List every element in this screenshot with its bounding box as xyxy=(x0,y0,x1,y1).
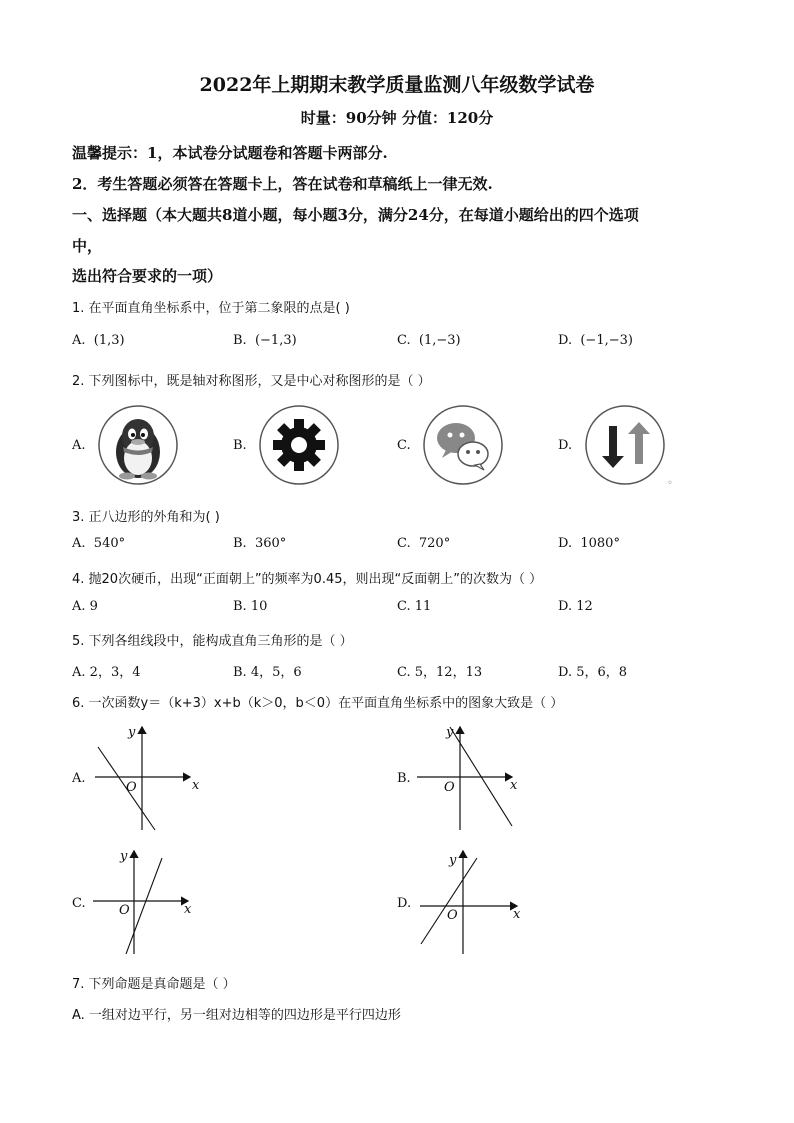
q5-option-d-text: 5，6，8 xyxy=(576,665,628,680)
q6-b-x-label: x xyxy=(510,778,518,793)
q3-option-c-text: 720° xyxy=(418,536,451,551)
q6-graph-c xyxy=(88,846,208,961)
q4-option-c-text: 11 xyxy=(414,599,432,614)
q4-option-b-text: 10 xyxy=(250,599,268,614)
q5-option-d-label: D. xyxy=(558,665,573,680)
q5-option-a xyxy=(72,661,141,680)
q1-option-c xyxy=(397,333,461,348)
q6-d-y-label: y xyxy=(449,853,457,868)
q3-option-b-label: B. xyxy=(233,536,247,551)
stray-mark: ◦ xyxy=(667,478,673,489)
q6-graph-a xyxy=(90,722,210,837)
q6-option-b-label: B. xyxy=(397,771,411,786)
q1-option-c-label: C. xyxy=(397,333,411,348)
q6-graph-b xyxy=(412,722,532,837)
question-2-stem: 2. 下列图标中，既是轴对称图形，又是中心对称图形的是（ ） xyxy=(72,374,431,389)
q5-option-b xyxy=(233,661,302,680)
q3-option-d-text: 1080° xyxy=(580,536,620,551)
q3-option-c-label: C. xyxy=(397,536,411,551)
q5-option-d xyxy=(558,661,627,680)
note-line-1: 温馨提示：1，本试卷分试题卷和答题卡两部分. xyxy=(72,144,388,162)
q6-b-y-label: y xyxy=(446,725,454,740)
q2-option-c-label: C. xyxy=(397,438,411,453)
q3-option-b-text: 360° xyxy=(254,536,287,551)
page-title: 2022年上期期末教学质量监测八年级数学试卷 xyxy=(199,74,595,96)
question-1-stem: 1. 在平面直角坐标系中，位于第二象限的点是( ) xyxy=(72,301,350,316)
q6-a-origin-label: O xyxy=(126,780,137,795)
q6-d-origin-label: O xyxy=(447,908,458,923)
q1-option-b-label: B. xyxy=(233,333,247,348)
q1-option-a-text: (1,3) xyxy=(93,333,125,348)
q6-a-y-label: y xyxy=(128,725,136,740)
q6-c-origin-label: O xyxy=(119,903,130,918)
q6-d-x-label: x xyxy=(513,907,521,922)
q3-option-a-text: 540° xyxy=(93,536,126,551)
q5-option-c-text: 5，12，13 xyxy=(414,665,483,680)
q4-option-d-text: 12 xyxy=(576,599,593,614)
q3-option-a xyxy=(72,536,125,551)
q5-option-c xyxy=(397,661,482,680)
q5-option-b-label: B. xyxy=(233,665,247,680)
q6-c-y-label: y xyxy=(120,849,128,864)
q4-option-b-label: B. xyxy=(233,599,247,614)
q4-option-a xyxy=(72,599,98,614)
q4-option-c-label: C. xyxy=(397,599,411,614)
q6-c-x-label: x xyxy=(184,902,192,917)
penguin-icon xyxy=(97,404,179,486)
chat-bubbles-icon xyxy=(422,404,504,486)
q6-b-origin-label: O xyxy=(444,780,455,795)
section-heading-line-2: 中， xyxy=(72,237,103,255)
q4-option-a-label: A. xyxy=(72,599,86,614)
q5-option-a-text: 2，3，4 xyxy=(89,665,141,680)
q2-option-b-label: B. xyxy=(233,438,247,453)
q1-option-d-label: D. xyxy=(558,333,573,348)
q4-option-a-text: 9 xyxy=(89,599,98,614)
note-line-2: 2．考生答题必须答在答题卡上，答在试卷和草稿纸上一律无效. xyxy=(72,175,493,193)
q3-option-b xyxy=(233,536,286,551)
section-heading-line-1: 一、选择题（本大题共8道小题，每小题3分，满分24分，在每道小题给出的四个选项 xyxy=(72,206,639,224)
gear-icon xyxy=(258,404,340,486)
q6-a-x-label: x xyxy=(192,778,200,793)
q4-option-c xyxy=(397,599,431,614)
exam-subtitle: 时量：90分钟 分值：120分 xyxy=(300,109,494,127)
q6-option-c-label: C. xyxy=(72,896,86,911)
q1-option-a xyxy=(72,333,125,348)
question-4-stem: 4. 抛20次硬币，出现“正面朝上”的频率为0.45，则出现“反面朝上”的次数为（ ） xyxy=(72,572,543,587)
question-6-stem: 6. 一次函数y＝（k+3）x+b（k＞0，b＜0）在平面直角坐标系中的图象大致是（ ） xyxy=(72,696,564,711)
q5-option-b-text: 4，5，6 xyxy=(250,665,302,680)
q1-option-d xyxy=(558,333,633,348)
q2-option-d-label: D. xyxy=(558,438,573,453)
q2-option-a-label: A. xyxy=(72,438,86,453)
q3-option-d xyxy=(558,536,620,551)
q3-option-d-label: D. xyxy=(558,536,573,551)
q3-option-a-label: A. xyxy=(72,536,86,551)
q5-option-c-label: C. xyxy=(397,665,411,680)
q1-option-b-text: (−1,3) xyxy=(254,333,297,348)
q5-option-a-label: A. xyxy=(72,665,86,680)
q1-option-c-text: (1,−3) xyxy=(418,333,461,348)
q4-option-b xyxy=(233,599,267,614)
q1-option-a-label: A. xyxy=(72,333,86,348)
up-down-arrows-icon xyxy=(584,404,666,486)
question-7-stem: 7. 下列命题是真命题是（ ） xyxy=(72,977,236,992)
q1-option-b xyxy=(233,333,297,348)
q6-option-a-label: A. xyxy=(72,771,86,786)
q3-option-c xyxy=(397,536,450,551)
q4-option-d xyxy=(558,599,593,614)
q4-option-d-label: D. xyxy=(558,599,573,614)
section-heading-line-3: 选出符合要求的一项） xyxy=(72,267,223,285)
q6-graph-d xyxy=(415,846,535,961)
q6-option-d-label: D. xyxy=(397,896,412,911)
question-3-stem: 3. 正八边形的外角和为( ) xyxy=(72,510,220,525)
question-5-stem: 5. 下列各组线段中，能构成直角三角形的是（ ） xyxy=(72,634,353,649)
q1-option-d-text: (−1,−3) xyxy=(580,333,633,348)
q7-option-a: A. 一组对边平行，另一组对边相等的四边形是平行四边形 xyxy=(72,1008,401,1023)
